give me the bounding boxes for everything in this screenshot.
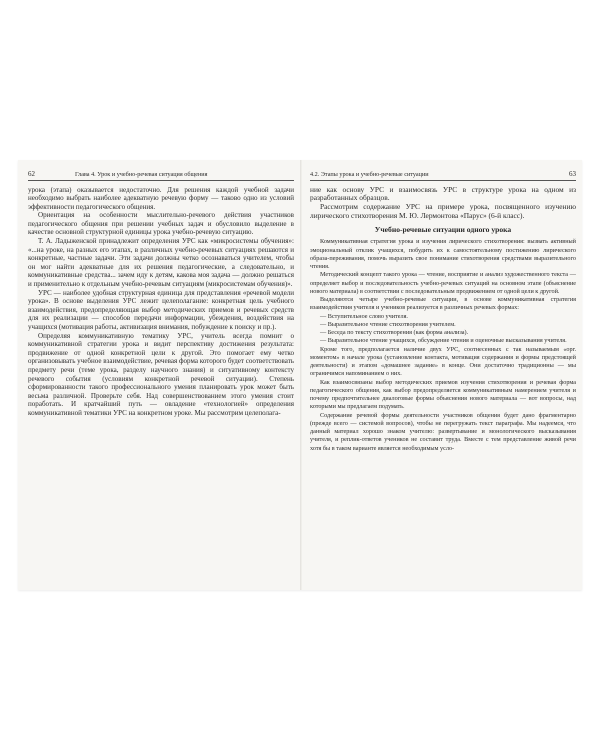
right-paragraph: ние как основу УРС и взаимосвязь УРС в структуре урока на одном из разработанных образцов.: [310, 184, 576, 203]
list-item: — Выразительное чтение стихотворения учителем.: [320, 320, 456, 328]
right-small-paragraph: Методический концепт такого урока — чтение, восприятие и анализ художественного текста — определяет выбор и последовательность учебно-речевых ситуаций на основном этапе (объяснение нового материала) в соответствии с последовательным продвижением от одной цели к другой.: [310, 271, 576, 295]
right-running-head: [310, 170, 576, 181]
left-paragraph: Т. А. Ладыженской принадлежит определения УРС как «микросистемы обучения»: «...на уроке, на разных его этапах, в различных учебно-речевых ситуациях решаются и конкретные, частные задачи. Эти задачи должны четко осознаваться учителем, чтобы он мог найти адекватные для их решения педагогические, а следовательно, и коммуникативные средства... зачем иду к детям, какова моя задача — должно решаться и применительно к отдельным учебно-речевым ситуациям (микросистемам обучения)».: [28, 237, 294, 289]
left-page: [28, 170, 294, 418]
section-heading: Учебно-речевые ситуации одного урока: [374, 225, 512, 235]
left-running-head: [28, 170, 294, 181]
book-spread: [18, 160, 582, 590]
book-gutter: [300, 160, 302, 590]
list-item: — Выразительное чтение учащихся, обсуждение чтения и оценочные высказывания учителя.: [320, 337, 567, 345]
right-page-number: 63: [569, 170, 576, 178]
right-small-paragraph: Как взаимосвязаны выбор методических приемов изучения стихотворения и речевая форма педагогического общения, как выбор предопределяется коммуникативным намерением учителя и почему предпочтительнее диалоговые формы объяснения нового материала — вот вопросы, над которыми мы предлагаем подумать.: [310, 378, 576, 411]
right-running-head-title: 4.2. Этапы урока и учебно-речевые ситуации: [310, 171, 429, 178]
left-paragraph: Определяя коммуникативную тематику УРС, учитель всегда помнит о коммуникативной стратегии урока и видит перспективу достижения результата: продвижение от одной конкретной цели к другой. Это помогает ему четко организовывать учебное взаимодействие, речевая форма которого будет соответствовать предмету речи (теме урока, разделу научного знания) и ситуативному контексту речевого события (условиям конкретной речевой ситуации). Степень сформированности такого профессионального умения планировать урок может быть весьма различной. Проверьте себя. Над совершенствованием этого умения стоит поработать. И кратчайший путь — овладение «технологией» определения коммуникативной тематики УРС на конкретном уроке. Мы рассмотрим целеполага-: [28, 331, 294, 417]
list-item: — Вступительное слово учителя.: [320, 312, 408, 320]
left-running-head-title: Глава 4. Урок и учебно-речевая ситуация общения: [75, 171, 208, 178]
right-small-paragraph: Коммуникативная стратегия урока и изучения лирического стихотворения: вызвать активный эмоциональный отклик учащихся, побудить их к самостоятельному постижению лирического образа-переживания, помочь выразить свое понимание стихотворения средствами выразительного чтения.: [310, 238, 576, 271]
left-paragraph: УРС — наиболее удобная структурная единица для представления «речевой модели урока». В основе выделения УРС лежит целеполагание: конкретная цель учебного взаимодействия, предопределяющая выбор методических приемов и речевых средств для их реализации — способов передачи информации, убеждения, воздействия на учащихся (мотивация работы, активизация внимания, побуждение к поиску и пр.).: [28, 288, 294, 331]
left-paragraph: урока (этапа) оказывается недостаточно. Для решения каждой учебной задачи необходимо выбрать наиболее адекватную речевую форму — таково одно из условий эффективности педагогического общения.: [28, 185, 294, 211]
right-small-paragraph: Кроме того, предполагается наличие двух УРС, соотнесенных с так называемым «орг. моментом» в начале урока (установление контакта, мотивация содержания и формы предстоящей деятельности) и этапом «домашнее задание» в конце. Они достаточно традиционны — мы ограничимся напоминанием о них.: [310, 345, 576, 378]
right-small-paragraph: Содержание речевой формы деятельности участников общения будет дано фрагментарно (прежде всего — системой вопросов), чтобы не перегружать текст параграфа. Мы надеемся, что данный материал хорошо знаком учителю: развертывание и монологического высказывания учителя, и реплик-ответов учеников не составит труда. Вместе с тем представление живой речи хотя бы в таком варианте является необходимым усло-: [310, 411, 576, 452]
left-page-number: 62: [28, 170, 35, 178]
right-page: [310, 170, 576, 453]
right-small-paragraph: Выделяются четыре учебно-речевые ситуации, в основе коммуникативная стратегия взаимодействия учителя и учеников реализуется в различных речевых формах:: [310, 296, 576, 312]
left-paragraph: Ориентация на особенности мыслительно-речевого действия участников педагогического общения при решении учебных задач и обусловило выделение в качестве основной структурной единицы урока учебно-речевую ситуацию.: [28, 211, 294, 237]
list-item: — Беседа по тексту стихотворения (как форма анализа).: [320, 329, 469, 337]
right-paragraph: Рассмотрим содержание УРС на примере урока, посвященного изучению лирического стихотворения М. Ю. Лермонтова «Парус» (6-й класс).: [310, 201, 576, 220]
